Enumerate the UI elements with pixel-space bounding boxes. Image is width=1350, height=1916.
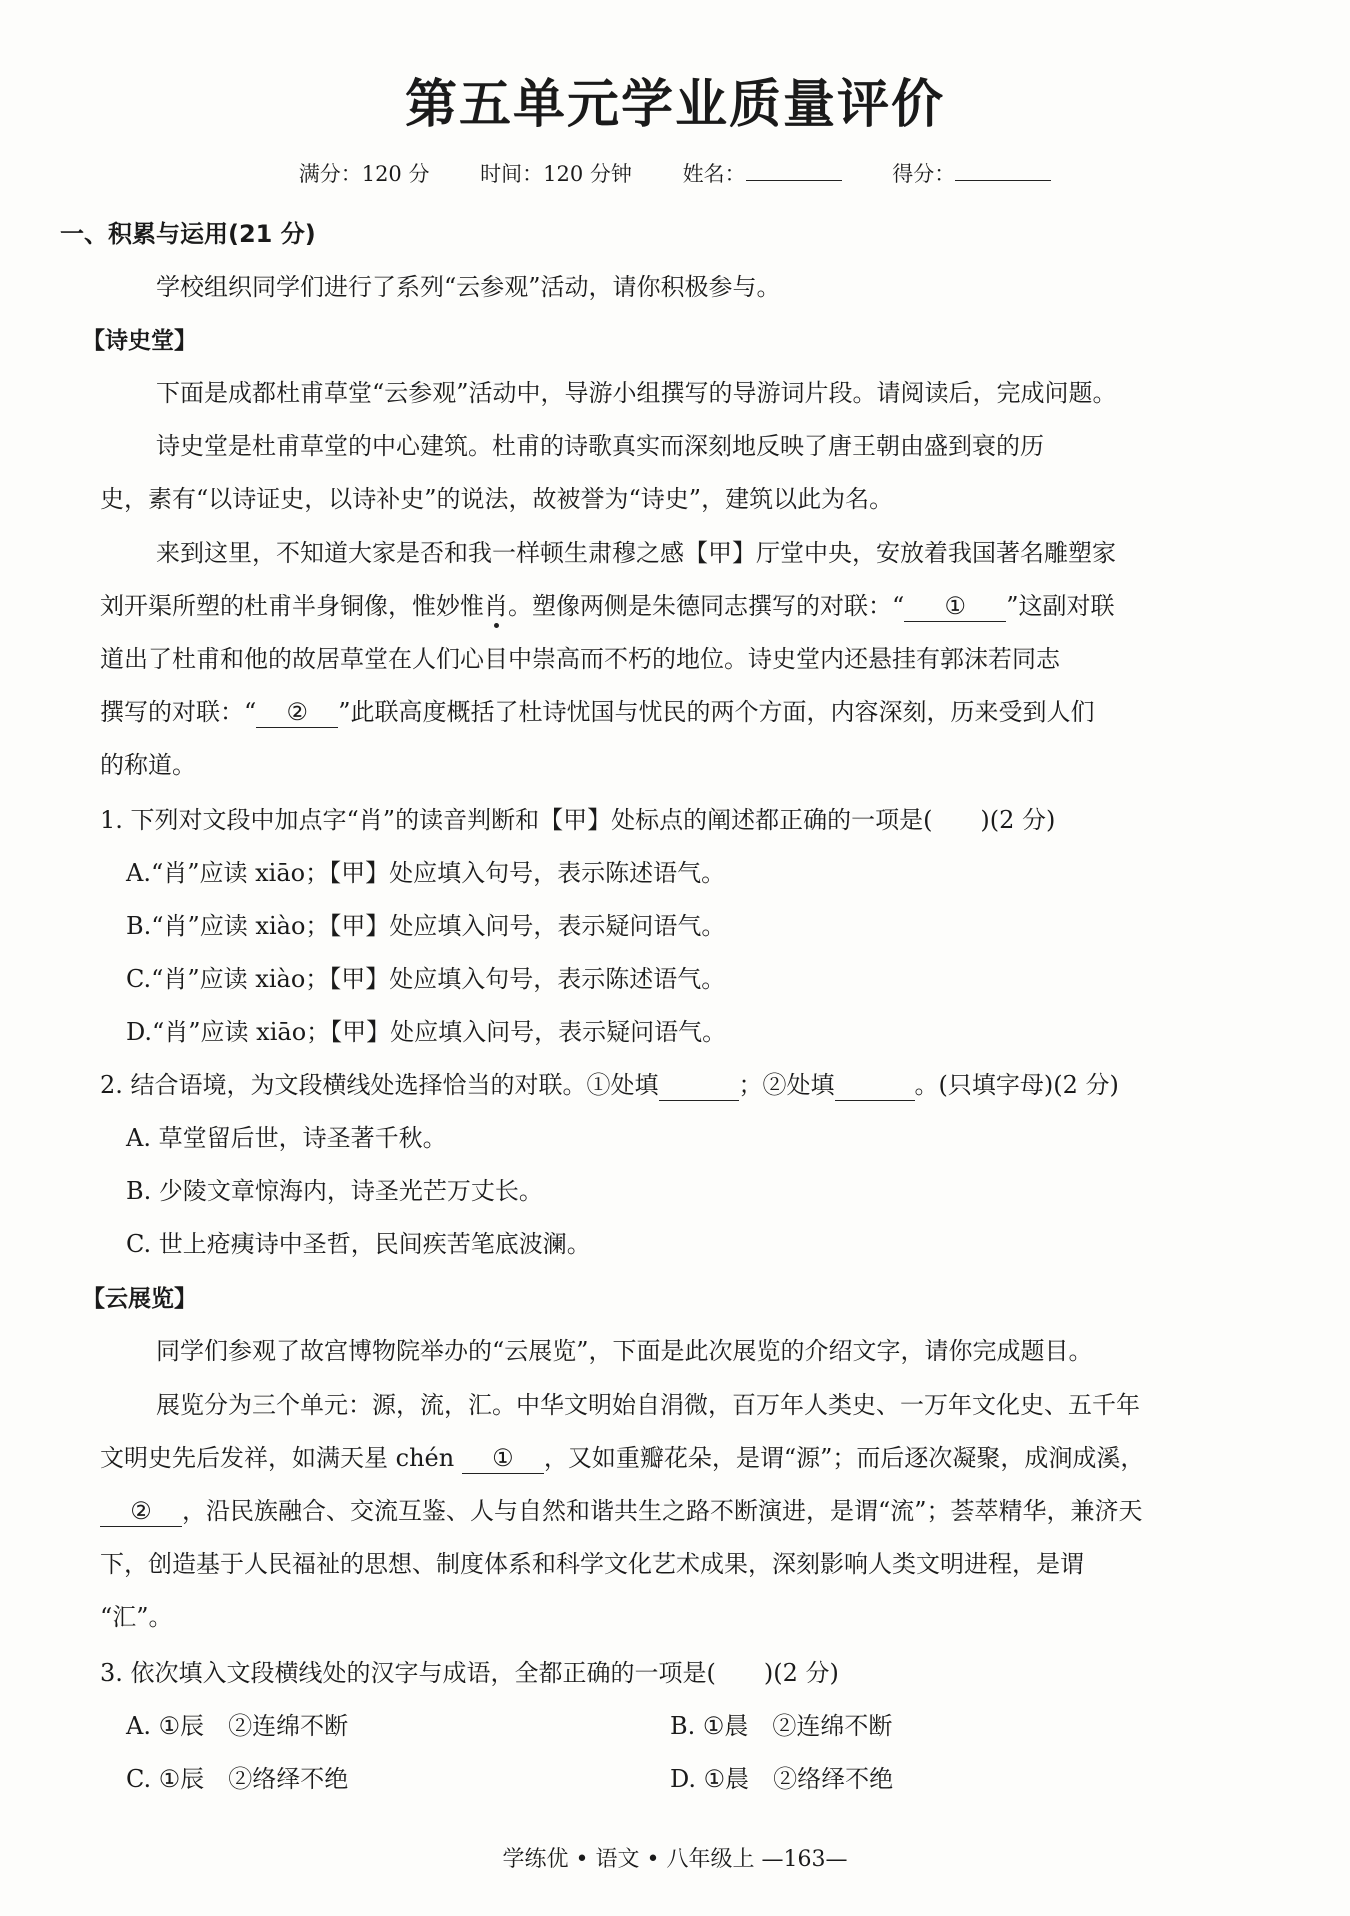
passage-line: 展览分为三个单元：源，流，汇。中华文明始自涓微，百万年人类史、一万年文化史、五千年 — [156, 1391, 1140, 1419]
passage-text: 文明史先后发祥，如满天星 chén — [100, 1444, 455, 1472]
passage-text: 。塑像两侧是朱德同志撰写的对联：“ — [508, 592, 905, 620]
blank-idiom[interactable]: ② — [100, 1496, 182, 1527]
part1-lead: 下面是成都杜甫草堂“云参观”活动中，导游小组撰写的导游词片段。请阅读后，完成问题。 — [156, 379, 1117, 407]
question-1-stem: 1. 下列对文段中加点字“肖”的读音判断和【甲】处标点的阐述都正确的一项是( )(2 分) — [100, 806, 1056, 834]
q3-option-b[interactable]: B. ①晨 ②连绵不断 — [670, 1712, 893, 1740]
passage-text: 撰写的对联：“ — [100, 698, 257, 726]
section-heading: 一、积累与运用(21 分) — [60, 220, 316, 248]
exam-meta — [0, 158, 1350, 188]
q2-answer-blank-2[interactable] — [835, 1070, 915, 1101]
passage-text: 刘开渠所塑的杜甫半身铜像，惟妙惟 — [100, 592, 484, 620]
intro-text: 学校组织同学们进行了系列“云参观”活动，请你积极参与。 — [156, 273, 781, 301]
page-footer: 学练优 • 语文 • 八年级上 —163— — [502, 1847, 848, 1872]
q3-option-a[interactable]: A. ①辰 ②连绵不断 — [126, 1712, 349, 1740]
passage-line: 的称道。 — [100, 751, 196, 779]
score-field[interactable] — [892, 162, 1051, 186]
question-3-stem: 3. 依次填入文段横线处的汉字与成语，全都正确的一项是( )(2 分) — [100, 1659, 839, 1687]
q2-option-a[interactable]: A. 草堂留后世，诗圣著千秋。 — [126, 1124, 447, 1152]
passage-line: 史，素有“以诗证史，以诗补史”的说法，故被誉为“诗史”，建筑以此为名。 — [100, 485, 894, 513]
passage-text: ，沿民族融合、交流互鉴、人与自然和谐共生之路不断演进，是谓“流”；荟萃精华，兼济天 — [182, 1497, 1143, 1525]
passage-text: 诗史堂是杜甫草堂的中心建筑。杜甫的诗歌真实而深刻地反映了唐王朝由盛到衰的历 — [156, 432, 1044, 460]
q3-option-c[interactable]: C. ①辰 ②络绎不绝 — [126, 1765, 349, 1793]
passage-line: 来到这里，不知道大家是否和我一样顿生肃穆之感【甲】厅堂中央，安放着我国著名雕塑家 — [156, 539, 1116, 567]
passage-line — [100, 591, 1240, 622]
passage-text: ”这副对联 — [1006, 592, 1115, 620]
passage-line — [100, 1443, 1240, 1474]
q2-option-b[interactable]: B. 少陵文章惊海内，诗圣光芒万丈长。 — [126, 1177, 543, 1205]
q1-option-c[interactable]: C.“肖”应读 xiào；【甲】处应填入句号，表示陈述语气。 — [126, 965, 726, 993]
passage-line — [100, 1496, 1240, 1527]
blank-1[interactable]: ① — [904, 591, 1006, 622]
passage-line — [156, 431, 1230, 461]
q1-option-a[interactable]: A.“肖”应读 xiāo；【甲】处应填入句号，表示陈述语气。 — [126, 859, 726, 887]
part-tag-shishitang: 【诗史堂】 — [82, 328, 197, 354]
passage-line: “汇”。 — [100, 1603, 173, 1631]
dotted-char: 肖 — [484, 592, 508, 620]
passage-text: ，又如重瓣花朵，是谓“源”；而后逐次凝聚，成涧成溪， — [543, 1444, 1145, 1472]
q3-option-d[interactable]: D. ①晨 ②络绎不绝 — [670, 1765, 894, 1793]
blank-2[interactable]: ② — [256, 697, 338, 728]
page-title: 第五单元学业质量评价 — [404, 75, 945, 135]
part-tag-yunzhanlan: 【云展览】 — [82, 1286, 197, 1312]
q2-text: ；②处填 — [738, 1071, 835, 1099]
full-score: 满分：120 分 — [298, 162, 430, 186]
q2-answer-blank-1[interactable] — [659, 1070, 739, 1101]
q2-option-c[interactable]: C. 世上疮痍诗中圣哲，民间疾苦笔底波澜。 — [126, 1230, 591, 1258]
name-blank[interactable] — [746, 162, 842, 181]
score-blank[interactable] — [955, 162, 1051, 181]
blank-chen[interactable]: ① — [462, 1443, 544, 1474]
score-label: 得分： — [892, 162, 956, 186]
part2-lead: 同学们参观了故宫博物院举办的“云展览”，下面是此次展览的介绍文字，请你完成题目。 — [156, 1337, 1093, 1365]
passage-line — [100, 697, 1240, 728]
passage-line: 下，创造基于人民福祉的思想、制度体系和科学文化艺术成果，深刻影响人类文明进程，是谓 — [100, 1550, 1084, 1578]
question-2-stem — [100, 1070, 1240, 1101]
q1-option-d[interactable]: D.“肖”应读 xiāo；【甲】处应填入问号，表示疑问语气。 — [126, 1018, 727, 1046]
q1-option-b[interactable]: B.“肖”应读 xiào；【甲】处应填入问号，表示疑问语气。 — [126, 912, 726, 940]
q2-text: 2. 结合语境，为文段横线处选择恰当的对联。①处填 — [100, 1071, 659, 1099]
q2-text: 。(只填字母)(2 分) — [914, 1071, 1119, 1099]
time-limit: 时间：120 分钟 — [480, 162, 632, 186]
passage-text: ”此联高度概括了杜诗忧国与忧民的两个方面，内容深刻，历来受到人们 — [338, 698, 1095, 726]
passage-line: 道出了杜甫和他的故居草堂在人们心目中崇高而不朽的地位。诗史堂内还悬挂有郭沫若同志 — [100, 645, 1060, 673]
name-label: 姓名： — [682, 162, 746, 186]
name-field[interactable] — [683, 162, 842, 186]
